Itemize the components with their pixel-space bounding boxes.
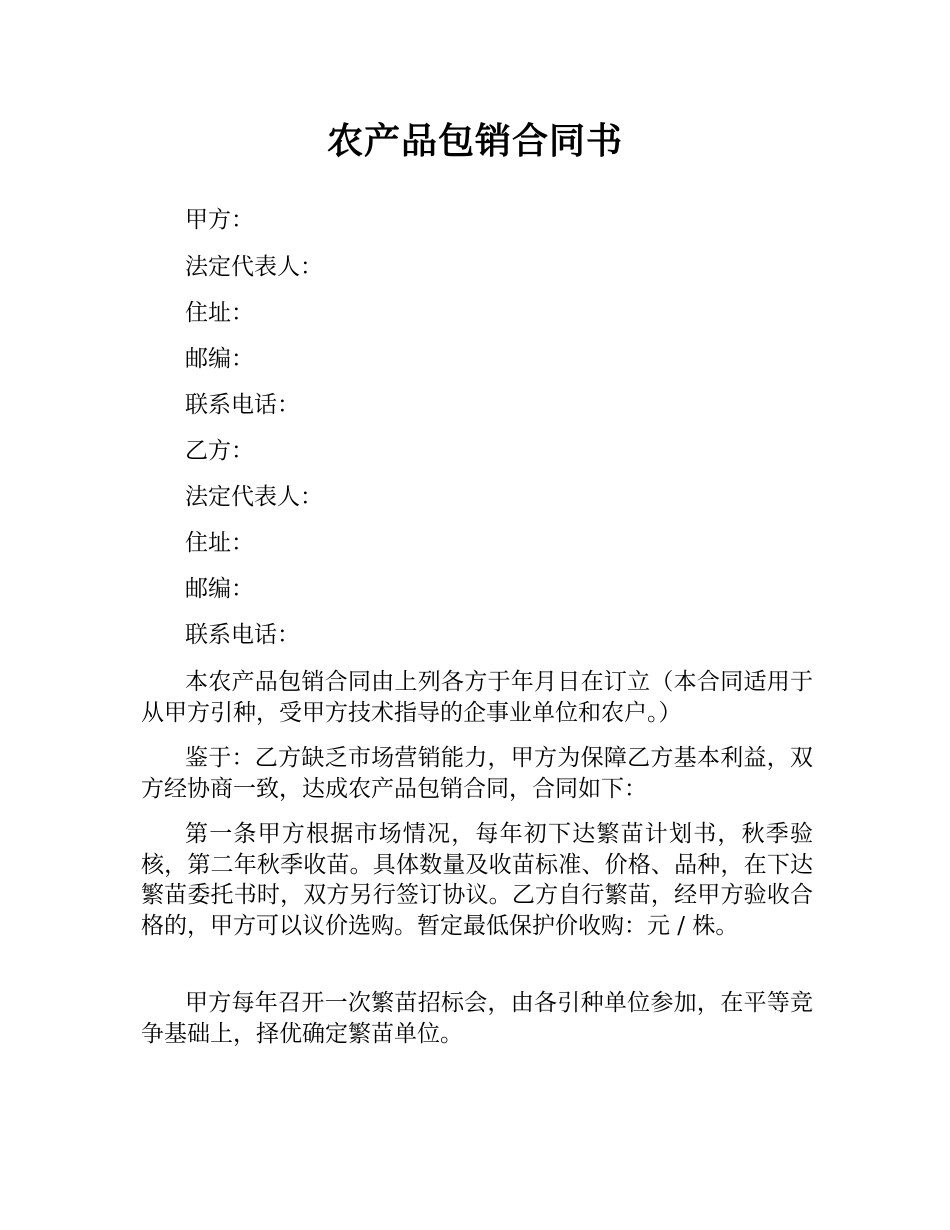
party-a-legal-rep: 法定代表人： xyxy=(185,254,323,280)
party-b-postcode: 邮编： xyxy=(185,576,254,602)
party-b-legal-rep: 法定代表人： xyxy=(185,484,323,510)
party-a-label: 甲方： xyxy=(185,207,254,233)
paragraph-whereas: 鉴于：乙方缺乏市场营销能力，甲方为保障乙方基本利益，双方经协商一致，达成农产品包销合同，合同如下： xyxy=(141,745,813,802)
party-b-label: 乙方： xyxy=(185,438,254,464)
party-a-phone: 联系电话： xyxy=(185,392,300,418)
paragraph-bidding-meeting: 甲方每年召开一次繁苗招标会，由各引种单位参加，在平等竞争基础上，择优确定繁苗单位。 xyxy=(141,990,813,1047)
party-b-phone: 联系电话： xyxy=(185,622,300,648)
party-b-address: 住址： xyxy=(185,530,254,556)
document-title: 农产品包销合同书 xyxy=(326,121,623,162)
paragraph-agreement-intro: 本农产品包销合同由上列各方于年月日在订立（本合同适用于从甲方引种，受甲方技术指导的企事业单位和农户。） xyxy=(141,669,813,726)
party-a-address: 住址： xyxy=(185,300,254,326)
paragraph-article-one: 第一条甲方根据市场情况，每年初下达繁苗计划书，秋季验核，第二年秋季收苗。具体数量及收苗标准、价格、品种，在下达繁苗委托书时，双方另行签订协议。乙方自行繁苗，经甲方验收合格的，甲方可以议价选购。暂定最低保护价收购：元 / 株。 xyxy=(141,821,813,939)
party-a-postcode: 邮编： xyxy=(185,346,254,372)
